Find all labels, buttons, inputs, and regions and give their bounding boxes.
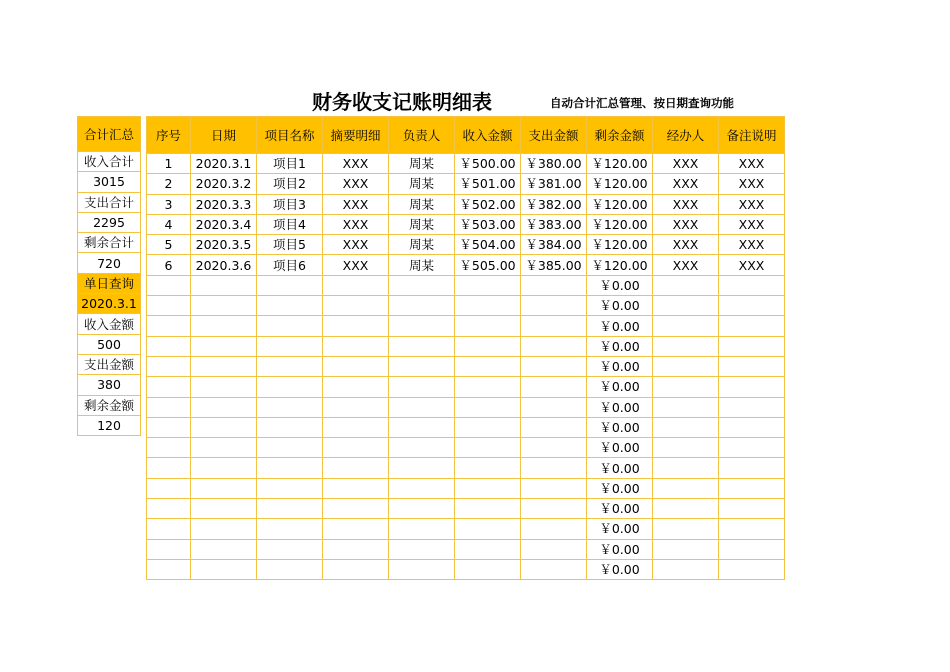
- cell-date[interactable]: [191, 438, 257, 458]
- cell-remark[interactable]: [719, 539, 785, 559]
- table-row: [147, 377, 785, 397]
- cell-handler[interactable]: [653, 316, 719, 336]
- cell-income[interactable]: [455, 539, 521, 559]
- cell-summary[interactable]: [323, 336, 389, 356]
- cell-expense[interactable]: [521, 519, 587, 539]
- summary-panel: [77, 116, 141, 436]
- cell-index[interactable]: [147, 519, 191, 539]
- cell-owner[interactable]: 周某: [389, 154, 455, 174]
- cell-owner[interactable]: [389, 356, 455, 376]
- cell-owner[interactable]: [389, 519, 455, 539]
- ledger-table: [146, 116, 785, 580]
- col-header-remark[interactable]: 备注说明: [719, 117, 785, 154]
- col-header-owner[interactable]: 负责人: [389, 117, 455, 154]
- table-row: [147, 499, 785, 519]
- table-row: [147, 336, 785, 356]
- cell-balance[interactable]: ￥0.00: [587, 499, 653, 519]
- cell-owner[interactable]: [389, 438, 455, 458]
- cell-project[interactable]: [257, 417, 323, 437]
- cell-project[interactable]: 项目5: [257, 235, 323, 255]
- cell-index[interactable]: [147, 458, 191, 478]
- cell-summary[interactable]: XXX: [323, 154, 389, 174]
- cell-handler[interactable]: XXX: [653, 214, 719, 234]
- cell-balance[interactable]: ￥0.00: [587, 539, 653, 559]
- cell-owner[interactable]: 周某: [389, 174, 455, 194]
- cell-date[interactable]: [191, 397, 257, 417]
- cell-remark[interactable]: [719, 458, 785, 478]
- cell-income[interactable]: ￥504.00: [455, 235, 521, 255]
- cell-project[interactable]: [257, 519, 323, 539]
- daily-query-label[interactable]: 单日查询: [78, 273, 141, 293]
- table-row: [147, 296, 785, 316]
- cell-handler[interactable]: [653, 296, 719, 316]
- income-total-label[interactable]: 收入合计: [78, 152, 141, 172]
- cell-index[interactable]: [147, 397, 191, 417]
- cell-balance[interactable]: ￥0.00: [587, 397, 653, 417]
- cell-handler[interactable]: XXX: [653, 255, 719, 275]
- cell-balance[interactable]: ￥0.00: [587, 296, 653, 316]
- cell-index[interactable]: 1: [147, 154, 191, 174]
- cell-expense[interactable]: [521, 458, 587, 478]
- cell-handler[interactable]: [653, 559, 719, 579]
- cell-project[interactable]: [257, 377, 323, 397]
- day-income-label[interactable]: 收入金额: [78, 314, 141, 334]
- cell-owner[interactable]: 周某: [389, 235, 455, 255]
- cell-balance[interactable]: ￥120.00: [587, 214, 653, 234]
- cell-project[interactable]: [257, 499, 323, 519]
- cell-handler[interactable]: [653, 397, 719, 417]
- cell-balance[interactable]: ￥120.00: [587, 235, 653, 255]
- cell-remark[interactable]: XXX: [719, 255, 785, 275]
- table-row: [147, 194, 785, 214]
- expense-total-label[interactable]: 支出合计: [78, 192, 141, 212]
- table-row: [147, 539, 785, 559]
- cell-owner[interactable]: [389, 296, 455, 316]
- cell-remark[interactable]: XXX: [719, 174, 785, 194]
- cell-remark[interactable]: [719, 377, 785, 397]
- cell-index[interactable]: [147, 377, 191, 397]
- cell-income[interactable]: [455, 377, 521, 397]
- cell-expense[interactable]: ￥382.00: [521, 194, 587, 214]
- cell-project[interactable]: [257, 539, 323, 559]
- cell-income[interactable]: [455, 499, 521, 519]
- cell-owner[interactable]: [389, 377, 455, 397]
- cell-owner[interactable]: [389, 458, 455, 478]
- cell-project[interactable]: [257, 316, 323, 336]
- cell-owner[interactable]: [389, 417, 455, 437]
- cell-remark[interactable]: [719, 397, 785, 417]
- sheet-title: 财务收支记账明细表: [312, 90, 492, 114]
- cell-remark[interactable]: XXX: [719, 235, 785, 255]
- cell-income[interactable]: ￥505.00: [455, 255, 521, 275]
- cell-index[interactable]: 2: [147, 174, 191, 194]
- cell-balance[interactable]: ￥0.00: [587, 478, 653, 498]
- cell-index[interactable]: [147, 539, 191, 559]
- cell-project[interactable]: [257, 458, 323, 478]
- cell-handler[interactable]: XXX: [653, 174, 719, 194]
- cell-remark[interactable]: [719, 275, 785, 295]
- cell-balance[interactable]: ￥0.00: [587, 377, 653, 397]
- cell-remark[interactable]: [719, 438, 785, 458]
- cell-expense[interactable]: [521, 539, 587, 559]
- cell-project[interactable]: 项目1: [257, 154, 323, 174]
- cell-summary[interactable]: [323, 397, 389, 417]
- table-row: [147, 478, 785, 498]
- cell-owner[interactable]: [389, 397, 455, 417]
- cell-summary[interactable]: [323, 478, 389, 498]
- cell-summary[interactable]: XXX: [323, 214, 389, 234]
- cell-project[interactable]: 项目4: [257, 214, 323, 234]
- cell-summary[interactable]: [323, 296, 389, 316]
- cell-balance[interactable]: ￥0.00: [587, 316, 653, 336]
- cell-balance[interactable]: ￥0.00: [587, 438, 653, 458]
- cell-date[interactable]: [191, 539, 257, 559]
- table-row: [147, 154, 785, 174]
- cell-project[interactable]: [257, 438, 323, 458]
- cell-remark[interactable]: [719, 499, 785, 519]
- col-header-expense[interactable]: 支出金额: [521, 117, 587, 154]
- cell-income[interactable]: [455, 275, 521, 295]
- cell-income[interactable]: [455, 519, 521, 539]
- cell-income[interactable]: [455, 478, 521, 498]
- expense-total-value[interactable]: 2295: [78, 212, 141, 232]
- cell-expense[interactable]: [521, 336, 587, 356]
- cell-handler[interactable]: XXX: [653, 154, 719, 174]
- cell-date[interactable]: [191, 316, 257, 336]
- cell-expense[interactable]: ￥381.00: [521, 174, 587, 194]
- table-row: [147, 356, 785, 376]
- cell-owner[interactable]: [389, 316, 455, 336]
- cell-remark[interactable]: [719, 296, 785, 316]
- cell-owner[interactable]: [389, 559, 455, 579]
- cell-expense[interactable]: [521, 356, 587, 376]
- cell-expense[interactable]: [521, 417, 587, 437]
- cell-income[interactable]: [455, 397, 521, 417]
- cell-income[interactable]: ￥500.00: [455, 154, 521, 174]
- cell-index[interactable]: [147, 336, 191, 356]
- cell-expense[interactable]: [521, 478, 587, 498]
- cell-summary[interactable]: [323, 499, 389, 519]
- cell-date[interactable]: [191, 519, 257, 539]
- cell-index[interactable]: [147, 499, 191, 519]
- table-row: [147, 174, 785, 194]
- cell-index[interactable]: 4: [147, 214, 191, 234]
- cell-owner[interactable]: [389, 336, 455, 356]
- cell-income[interactable]: [455, 296, 521, 316]
- table-row: [147, 275, 785, 295]
- cell-project[interactable]: [257, 559, 323, 579]
- col-header-summary[interactable]: 摘要明细: [323, 117, 389, 154]
- cell-date[interactable]: [191, 559, 257, 579]
- cell-handler[interactable]: [653, 417, 719, 437]
- cell-expense[interactable]: ￥384.00: [521, 235, 587, 255]
- cell-summary[interactable]: [323, 417, 389, 437]
- col-header-date[interactable]: 日期: [191, 117, 257, 154]
- cell-date[interactable]: [191, 458, 257, 478]
- cell-project[interactable]: [257, 397, 323, 417]
- cell-balance[interactable]: ￥120.00: [587, 154, 653, 174]
- day-expense-value[interactable]: 380: [78, 375, 141, 395]
- cell-date[interactable]: 2020.3.2: [191, 174, 257, 194]
- table-row: [147, 255, 785, 275]
- cell-project[interactable]: [257, 356, 323, 376]
- cell-index[interactable]: 3: [147, 194, 191, 214]
- cell-income[interactable]: [455, 438, 521, 458]
- table-row: [147, 316, 785, 336]
- cell-expense[interactable]: ￥380.00: [521, 154, 587, 174]
- cell-project[interactable]: [257, 275, 323, 295]
- cell-index[interactable]: [147, 478, 191, 498]
- cell-balance[interactable]: ￥0.00: [587, 336, 653, 356]
- cell-index[interactable]: 6: [147, 255, 191, 275]
- cell-balance[interactable]: ￥0.00: [587, 356, 653, 376]
- cell-remark[interactable]: [719, 417, 785, 437]
- cell-summary[interactable]: XXX: [323, 235, 389, 255]
- cell-index[interactable]: [147, 275, 191, 295]
- cell-expense[interactable]: [521, 275, 587, 295]
- cell-summary[interactable]: [323, 539, 389, 559]
- cell-expense[interactable]: [521, 438, 587, 458]
- cell-date[interactable]: [191, 377, 257, 397]
- cell-handler[interactable]: [653, 539, 719, 559]
- cell-summary[interactable]: [323, 438, 389, 458]
- cell-balance[interactable]: ￥0.00: [587, 559, 653, 579]
- cell-remark[interactable]: [719, 356, 785, 376]
- day-balance-value[interactable]: 120: [78, 415, 141, 435]
- cell-summary[interactable]: [323, 458, 389, 478]
- cell-owner[interactable]: [389, 478, 455, 498]
- cell-handler[interactable]: [653, 275, 719, 295]
- day-expense-label[interactable]: 支出金额: [78, 354, 141, 374]
- cell-index[interactable]: [147, 417, 191, 437]
- table-row: [147, 559, 785, 579]
- cell-index[interactable]: [147, 356, 191, 376]
- col-header-income[interactable]: 收入金额: [455, 117, 521, 154]
- cell-balance[interactable]: ￥120.00: [587, 255, 653, 275]
- cell-income[interactable]: [455, 316, 521, 336]
- cell-handler[interactable]: XXX: [653, 235, 719, 255]
- cell-summary[interactable]: [323, 519, 389, 539]
- cell-income[interactable]: ￥503.00: [455, 214, 521, 234]
- day-income-value[interactable]: 500: [78, 334, 141, 354]
- cell-balance[interactable]: ￥120.00: [587, 174, 653, 194]
- cell-date[interactable]: [191, 336, 257, 356]
- cell-owner[interactable]: [389, 499, 455, 519]
- table-row: [147, 458, 785, 478]
- cell-expense[interactable]: ￥385.00: [521, 255, 587, 275]
- sheet-subtitle: 自动合计汇总管理、按日期查询功能: [550, 96, 734, 110]
- cell-date[interactable]: 2020.3.1: [191, 154, 257, 174]
- cell-income[interactable]: [455, 559, 521, 579]
- cell-expense[interactable]: ￥383.00: [521, 214, 587, 234]
- cell-summary[interactable]: [323, 356, 389, 376]
- cell-handler[interactable]: [653, 499, 719, 519]
- cell-project[interactable]: 项目6: [257, 255, 323, 275]
- cell-summary[interactable]: [323, 559, 389, 579]
- cell-summary[interactable]: XXX: [323, 255, 389, 275]
- cell-date[interactable]: [191, 478, 257, 498]
- cell-index[interactable]: [147, 316, 191, 336]
- cell-project[interactable]: 项目3: [257, 194, 323, 214]
- ledger-header-row: [147, 117, 785, 154]
- col-header-handler[interactable]: 经办人: [653, 117, 719, 154]
- cell-project[interactable]: 项目2: [257, 174, 323, 194]
- cell-remark[interactable]: [719, 559, 785, 579]
- cell-remark[interactable]: [719, 316, 785, 336]
- table-row: [147, 235, 785, 255]
- cell-project[interactable]: [257, 478, 323, 498]
- cell-date[interactable]: 2020.3.4: [191, 214, 257, 234]
- cell-expense[interactable]: [521, 296, 587, 316]
- cell-income[interactable]: [455, 336, 521, 356]
- cell-project[interactable]: [257, 336, 323, 356]
- balance-total-value[interactable]: 720: [78, 253, 141, 273]
- cell-owner[interactable]: 周某: [389, 194, 455, 214]
- cell-income[interactable]: ￥502.00: [455, 194, 521, 214]
- cell-date[interactable]: [191, 499, 257, 519]
- cell-balance[interactable]: ￥120.00: [587, 194, 653, 214]
- cell-handler[interactable]: [653, 377, 719, 397]
- cell-balance[interactable]: ￥0.00: [587, 275, 653, 295]
- cell-expense[interactable]: [521, 316, 587, 336]
- cell-handler[interactable]: [653, 438, 719, 458]
- cell-handler[interactable]: [653, 356, 719, 376]
- cell-handler[interactable]: [653, 458, 719, 478]
- cell-expense[interactable]: [521, 559, 587, 579]
- day-balance-label[interactable]: 剩余金额: [78, 395, 141, 415]
- cell-summary[interactable]: [323, 316, 389, 336]
- cell-date[interactable]: [191, 356, 257, 376]
- table-row: [147, 519, 785, 539]
- cell-remark[interactable]: XXX: [719, 154, 785, 174]
- cell-date[interactable]: 2020.3.3: [191, 194, 257, 214]
- col-header-index[interactable]: 序号: [147, 117, 191, 154]
- income-total-value[interactable]: 3015: [78, 172, 141, 192]
- cell-date[interactable]: [191, 417, 257, 437]
- ledger-body: [147, 154, 785, 580]
- cell-project[interactable]: [257, 296, 323, 316]
- cell-remark[interactable]: [719, 478, 785, 498]
- cell-income[interactable]: [455, 356, 521, 376]
- cell-index[interactable]: [147, 438, 191, 458]
- cell-summary[interactable]: XXX: [323, 194, 389, 214]
- col-header-balance[interactable]: 剩余金额: [587, 117, 653, 154]
- cell-income[interactable]: [455, 417, 521, 437]
- cell-income[interactable]: ￥501.00: [455, 174, 521, 194]
- cell-handler[interactable]: [653, 519, 719, 539]
- cell-date[interactable]: 2020.3.6: [191, 255, 257, 275]
- cell-remark[interactable]: [719, 519, 785, 539]
- cell-owner[interactable]: [389, 539, 455, 559]
- cell-income[interactable]: [455, 458, 521, 478]
- cell-index[interactable]: [147, 559, 191, 579]
- cell-balance[interactable]: ￥0.00: [587, 519, 653, 539]
- col-header-project[interactable]: 项目名称: [257, 117, 323, 154]
- cell-summary[interactable]: [323, 275, 389, 295]
- cell-remark[interactable]: XXX: [719, 194, 785, 214]
- table-row: [147, 438, 785, 458]
- daily-query-date-input[interactable]: 2020.3.1: [78, 294, 141, 314]
- cell-handler[interactable]: XXX: [653, 194, 719, 214]
- cell-date[interactable]: [191, 275, 257, 295]
- cell-handler[interactable]: [653, 336, 719, 356]
- cell-handler[interactable]: [653, 478, 719, 498]
- cell-remark[interactable]: XXX: [719, 214, 785, 234]
- cell-remark[interactable]: [719, 336, 785, 356]
- cell-owner[interactable]: [389, 275, 455, 295]
- cell-balance[interactable]: ￥0.00: [587, 417, 653, 437]
- cell-owner[interactable]: 周某: [389, 214, 455, 234]
- balance-total-label[interactable]: 剩余合计: [78, 233, 141, 253]
- summary-header[interactable]: 合计汇总: [78, 117, 141, 152]
- cell-expense[interactable]: [521, 499, 587, 519]
- cell-summary[interactable]: XXX: [323, 174, 389, 194]
- cell-index[interactable]: 5: [147, 235, 191, 255]
- cell-index[interactable]: [147, 296, 191, 316]
- cell-balance[interactable]: ￥0.00: [587, 458, 653, 478]
- cell-date[interactable]: 2020.3.5: [191, 235, 257, 255]
- cell-expense[interactable]: [521, 397, 587, 417]
- table-row: [147, 417, 785, 437]
- cell-expense[interactable]: [521, 377, 587, 397]
- table-row: [147, 214, 785, 234]
- cell-date[interactable]: [191, 296, 257, 316]
- cell-summary[interactable]: [323, 377, 389, 397]
- table-row: [147, 397, 785, 417]
- cell-owner[interactable]: 周某: [389, 255, 455, 275]
